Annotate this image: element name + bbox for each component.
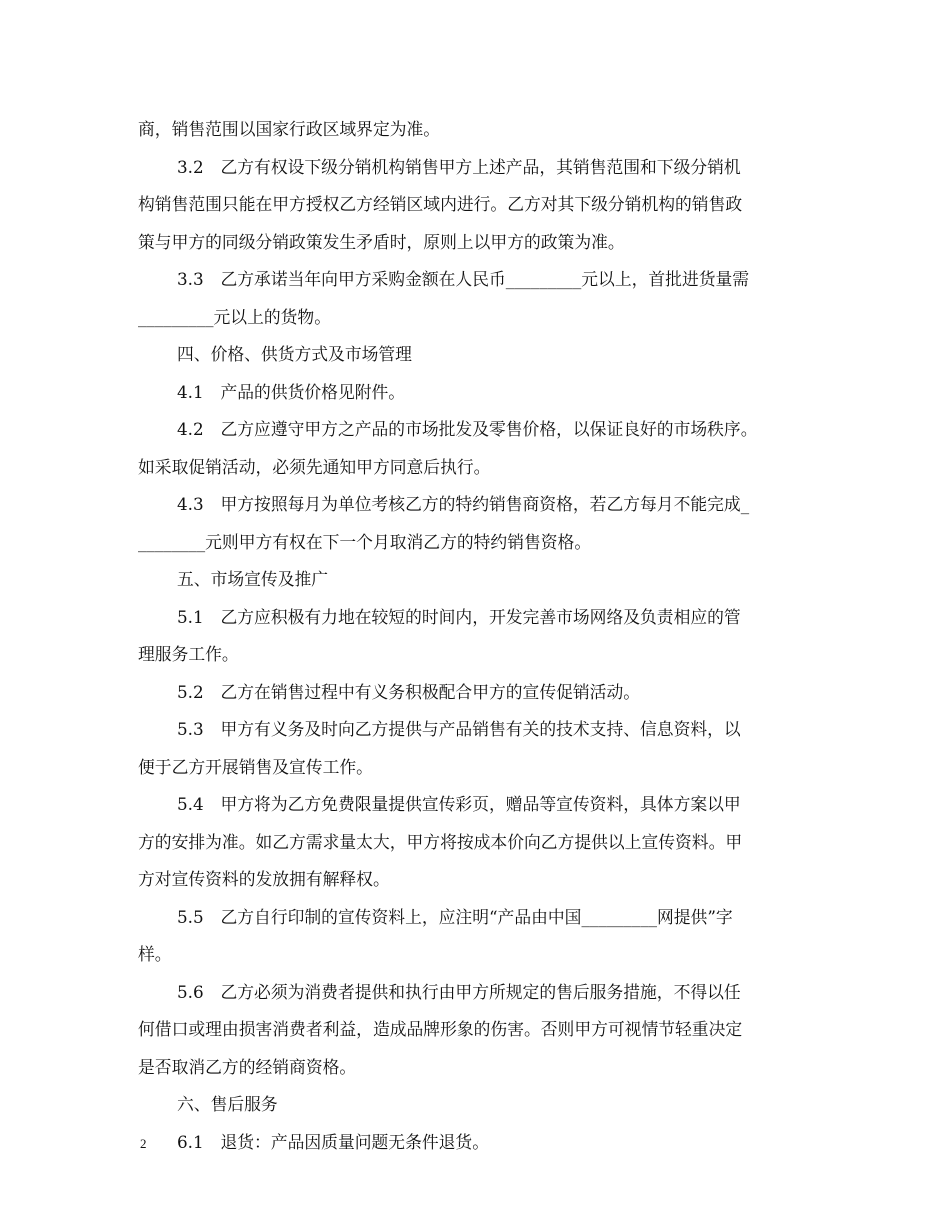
text-line: 5.2 乙方在销售过程中有义务积极配合甲方的宣传促销活动。 — [177, 681, 641, 702]
text-line: 方对宣传资料的发放拥有解释权。 — [138, 869, 390, 889]
text-line: 5.5 乙方自行印制的宣传资料上，应注明“产品由中国_________网提供”字 — [177, 906, 733, 927]
text-line: 5.1 乙方应积极有力地在较短的时间内，开发完善市场网络及负责相应的管 — [177, 606, 741, 627]
text-line: 如采取促销活动，必须先通知甲方同意后执行。 — [138, 456, 491, 477]
text-line: 样。 — [138, 944, 172, 964]
text-line: _________元以上的货物。 — [138, 306, 331, 327]
text-line: 方的安排为准。如乙方需求量太大，甲方将按成本价向乙方提供以上宣传资料。甲 — [138, 831, 743, 852]
text-line: 3.2 乙方有权设下级分销机构销售甲方上述产品，其销售范围和下级分销机 — [177, 156, 741, 177]
text-line: 5.3 甲方有义务及时向乙方提供与产品销售有关的技术支持、信息资料，以 — [177, 719, 741, 739]
text-line: 5.4 甲方将为乙方免费限量提供宣传彩页，赠品等宣传资料，具体方案以甲 — [177, 794, 741, 814]
section-heading: 四、价格、供货方式及市场管理 — [177, 344, 412, 364]
page-number: 2 — [140, 1136, 147, 1151]
text-line: 5.6 乙方必须为消费者提供和执行由甲方所规定的售后服务措施，不得以任 — [177, 981, 741, 1002]
text-line: 4.1 产品的供货价格见附件。 — [177, 381, 406, 402]
text-line: ________元则甲方有权在下一个月取消乙方的特约销售资格。 — [138, 531, 592, 552]
text-line: 便于乙方开展销售及宣传工作。 — [138, 756, 373, 777]
text-line: 何借口或理由损害消费者利益，造成品牌形象的伤害。否则甲方可视情节轻重决定 — [138, 1019, 743, 1039]
text-line: 3.3 乙方承诺当年向甲方采购金额在人民币_________元以上，首批进货量需 — [177, 269, 750, 289]
text-line: 构销售范围只能在甲方授权乙方经销区域内进行。乙方对其下级分销机构的销售政 — [138, 194, 743, 214]
text-line: 是否取消乙方的经销商资格。 — [138, 1056, 357, 1077]
text-line: 4.2 乙方应遵守甲方之产品的市场批发及零售价格，以保证良好的市场秩序。 — [177, 419, 758, 439]
document-body — [138, 111, 814, 1161]
text-line: 4.3 甲方按照每月为单位考核乙方的特约销售商资格，若乙方每月不能完成_ — [177, 494, 750, 514]
text-line: 商，销售范围以国家行政区域界定为准。 — [138, 119, 441, 139]
text-line: 策与甲方的同级分销政策发生矛盾时，原则上以甲方的政策为准。 — [138, 231, 625, 252]
text-line: 理服务工作。 — [138, 644, 239, 664]
section-heading: 五、市场宣传及推广 — [177, 569, 329, 589]
text-line: 6.1 退货：产品因质量问题无条件退货。 — [177, 1131, 489, 1152]
section-heading: 六、售后服务 — [177, 1094, 278, 1114]
